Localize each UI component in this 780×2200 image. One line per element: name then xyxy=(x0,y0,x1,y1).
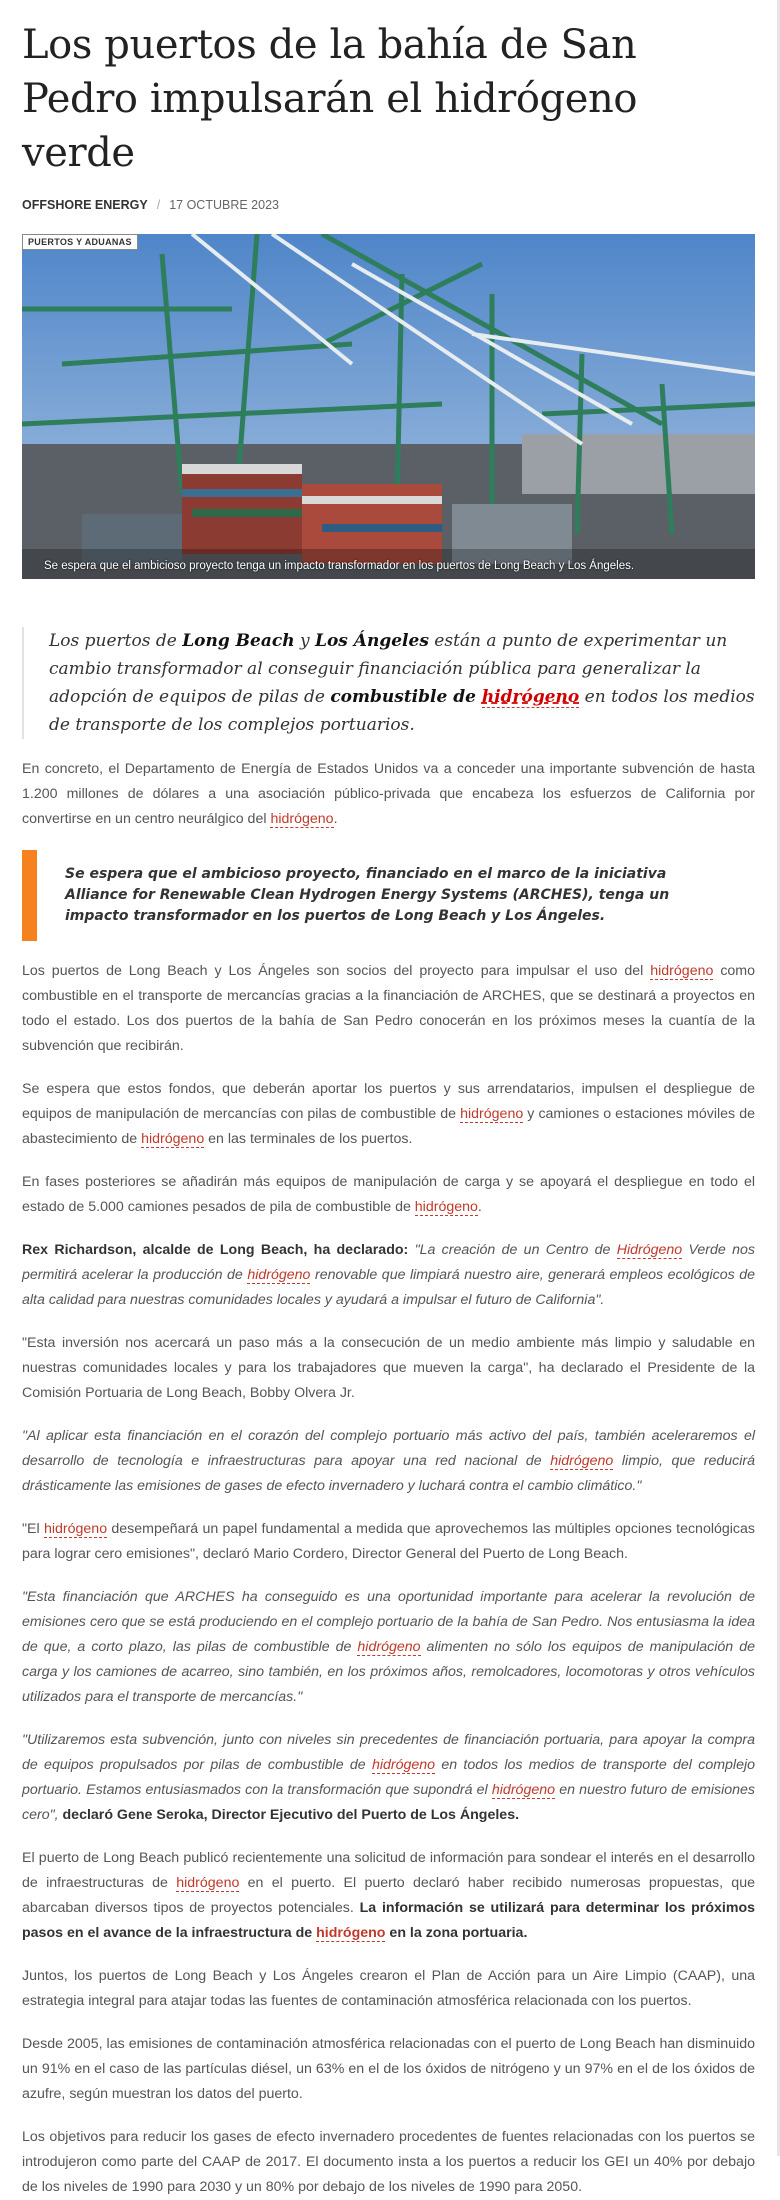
keyword-link[interactable]: hidrógeno xyxy=(316,1925,386,1941)
author-link[interactable]: OFFSHORE ENERGY xyxy=(22,198,148,212)
paragraph-5: Rex Richardson, alcalde de Long Beach, ha declarado: "La creación de un Centro de Hidrógeno Verde nos permitirá acelerar la producción de hidrógeno renovable que limpiará nuestro aire, generará empleos ecológicos de alta calidad para nuestras comunidades locales y ayudará a impulsar el futuro de California". xyxy=(22,1242,755,1308)
publish-date: 17 OCTUBRE 2023 xyxy=(169,198,279,212)
article xyxy=(22,0,755,2200)
keyword-link[interactable]: Hidrógeno xyxy=(616,1242,683,1258)
port-cranes-photo xyxy=(22,234,755,579)
paragraph-7: "Al aplicar esta financiación en el corazón del complejo portuario más activo del país, también aceleraremos el desarrollo de tecnología e infraestructuras para apoyar una red nacional de hidrógeno limpio, que reducirá drásticamente las emisiones de gases de efecto invernadero y luchará contra el cambio climático." xyxy=(22,1428,755,1494)
keyword-link[interactable]: hidrógeno xyxy=(650,963,714,979)
category-badge[interactable]: PUERTOS Y ADUANAS xyxy=(22,234,138,250)
keyword-link[interactable]: hidrógeno xyxy=(141,1131,205,1147)
keyword-link[interactable]: hidrógeno xyxy=(481,687,580,707)
keyword-link[interactable]: hidrógeno xyxy=(270,811,334,827)
paragraph-8: "El hidrógeno desempeñará un papel fundamental a medida que aprovechemos las múltiples opciones tecnológicas para lograr cero emisiones", declaró Mario Cordero, Director General del Puerto de Long Beach. xyxy=(22,1521,756,1562)
keyword-link[interactable]: hidrógeno xyxy=(371,1757,436,1773)
article-title: Los puertos de la bahía de San Pedro impulsarán el hidrógeno verde xyxy=(22,22,638,176)
paragraph-9: "Esta financiación que ARCHES ha conseguido es una oportunidad importante para acelerar la revolución de emisiones cero que se está produciendo en el complejo portuario de la bahía de San Pedro. Nos entusiasma la idea de que, a corto plazo, las pilas de combustible de hidrógeno alimenten no sólo los equipos de manipulación de carga y los camiones de acarreo, sino también, en los próximos años, remolcadores, locomotoras y otros vehículos utilizados para el transporte de mercancías." xyxy=(22,1589,755,1705)
keyword-link[interactable]: hidrógeno xyxy=(43,1521,108,1537)
paragraph-11: El puerto de Long Beach publicó recientemente una solicitud de información para sondear el interés en el desarrollo de infraestructuras de hidrógeno en el puerto. El puerto declaró haber recibido numerosas propuestas, que abarcaban diversos tipos de proyectos potenciales. La información se utilizará para determinar los próximos pasos en el avance de la infraestructura de hidrógeno en la zona portuaria. xyxy=(22,1850,755,1941)
keyword-link[interactable]: hidrógeno xyxy=(491,1782,556,1798)
keyword-link[interactable]: hidrógeno xyxy=(357,1639,421,1655)
paragraph-2: Los puertos de Long Beach y Los Ángeles son socios del proyecto para impulsar el uso del hidrógeno como combustible en el transporte de mercancías gracias a la financiación de ARCHES, que se destinará a proyectos en todo el estado. Los dos puertos de la bahía de San Pedro conocerán en los próximos meses la cuantía de la subvención que recibirán. xyxy=(22,963,756,1054)
keyword-link[interactable]: hidrógeno xyxy=(414,1199,478,1215)
paragraph-6: "Esta inversión nos acercará un paso más a la consecución de un medio ambiente más limpio y saludable en nuestras comunidades locales y para los trabajadores que mueven la carga", ha declarado el Presidente de la Comisión Portuaria de Long Beach, Bobby Olvera Jr. xyxy=(22,1335,755,1401)
paragraph-12: Juntos, los puertos de Long Beach y Los Ángeles crearon el Plan de Acción para un Aire Limpio (CAAP), una estrategia integral para atajar todas las fuentes de contaminación atmosférica relacionada con los puertos. xyxy=(22,1968,755,2009)
paragraph-10: "Utilizaremos esta subvención, junto con niveles sin precedentes de financiación portuaria, para apoyar la compra de equipos propulsados por pilas de combustible de hidrógeno en todos los medios de transporte del complejo portuario. Estamos entusiasmados con la transformación que supondrá el hidrógeno en nuestro futuro de emisiones cero", declaró Gene Seroka, Director Ejecutivo del Puerto de Los Ángeles. xyxy=(22,1732,755,1823)
speaker-label: Rex Richardson, alcalde de Long Beach, ha declarado: xyxy=(22,1242,409,1258)
paragraph-4: En fases posteriores se añadirán más equipos de manipulación de carga y se apoyará el despliegue en todo el estado de 5.000 camiones pesados de pila de combustible de hidrógeno. xyxy=(22,1174,755,1215)
keyword-link[interactable]: hidrógeno xyxy=(550,1453,614,1469)
paragraph-3: Se espera que estos fondos, que deberán aportar los puertos y sus arrendatarios, impulsen el despliegue de equipos de manipulación de mercancías con pilas de combustible de hidrógeno y camiones o estaciones móviles de abastecimiento de hidrógeno en las terminales de los puertos. xyxy=(22,1081,755,1147)
article-meta xyxy=(22,198,755,212)
keyword-link[interactable]: hidrógeno xyxy=(460,1106,524,1122)
paragraph-13: Desde 2005, las emisiones de contaminación atmosférica relacionadas con el puerto de Long Beach han disminuido un 91% en el caso de las partículas diésel, un 63% en el de los óxidos de nitrógeno y un 97% en el de los óxidos de azufre, según muestran los datos del puerto. xyxy=(22,2036,755,2102)
paragraph-14: Los objetivos para reducir los gases de efecto invernadero procedentes de fuentes relacionadas con los puertos se introdujeron como parte del CAAP de 2017. El documento insta a los puertos a reducir los GEI un 40% por debajo de los niveles de 1990 para 2030 y un 80% por debajo de los niveles de 1990 para 2050. xyxy=(22,2129,755,2195)
keyword-link[interactable]: hidrógeno xyxy=(176,1875,240,1891)
lead-paragraph: Los puertos de Long Beach y Los Ángeles están a punto de experimentar un cambio transformador al conseguir financiación pública para generalizar la adopción de equipos de pilas de combustible de hidrógeno en todos los medios de transporte de los complejos portuarios. xyxy=(22,627,755,739)
image-caption: Se espera que el ambicioso proyecto tenga un impacto transformador en los puertos de Long Beach y Los Ángeles. xyxy=(44,560,635,572)
lead-bold-long-beach: Long Beach xyxy=(182,631,295,651)
keyword-link[interactable]: hidrógeno xyxy=(247,1267,311,1283)
hero-image xyxy=(22,234,755,579)
lead-bold-los-angeles: Los Ángeles xyxy=(315,631,429,651)
meta-separator: / xyxy=(156,198,161,212)
lead-bold-combustible: combustible de xyxy=(330,687,482,707)
pull-quote: Se espera que el ambicioso proyecto, financiado en el marco de la iniciativa Alliance for Renewable Clean Hydrogen Energy Systems (ARCHES), tenga un impacto transformador en los puertos de Long Beach y Los Ángeles. xyxy=(22,850,755,941)
paragraph-1: En concreto, el Departamento de Energía de Estados Unidos va a conceder una importante subvención de hasta 1.200 millones de dólares a una asociación público-privada que encabeza los esfuerzos de California por convertirse en un centro neurálgico del hidrógeno. xyxy=(22,761,755,827)
